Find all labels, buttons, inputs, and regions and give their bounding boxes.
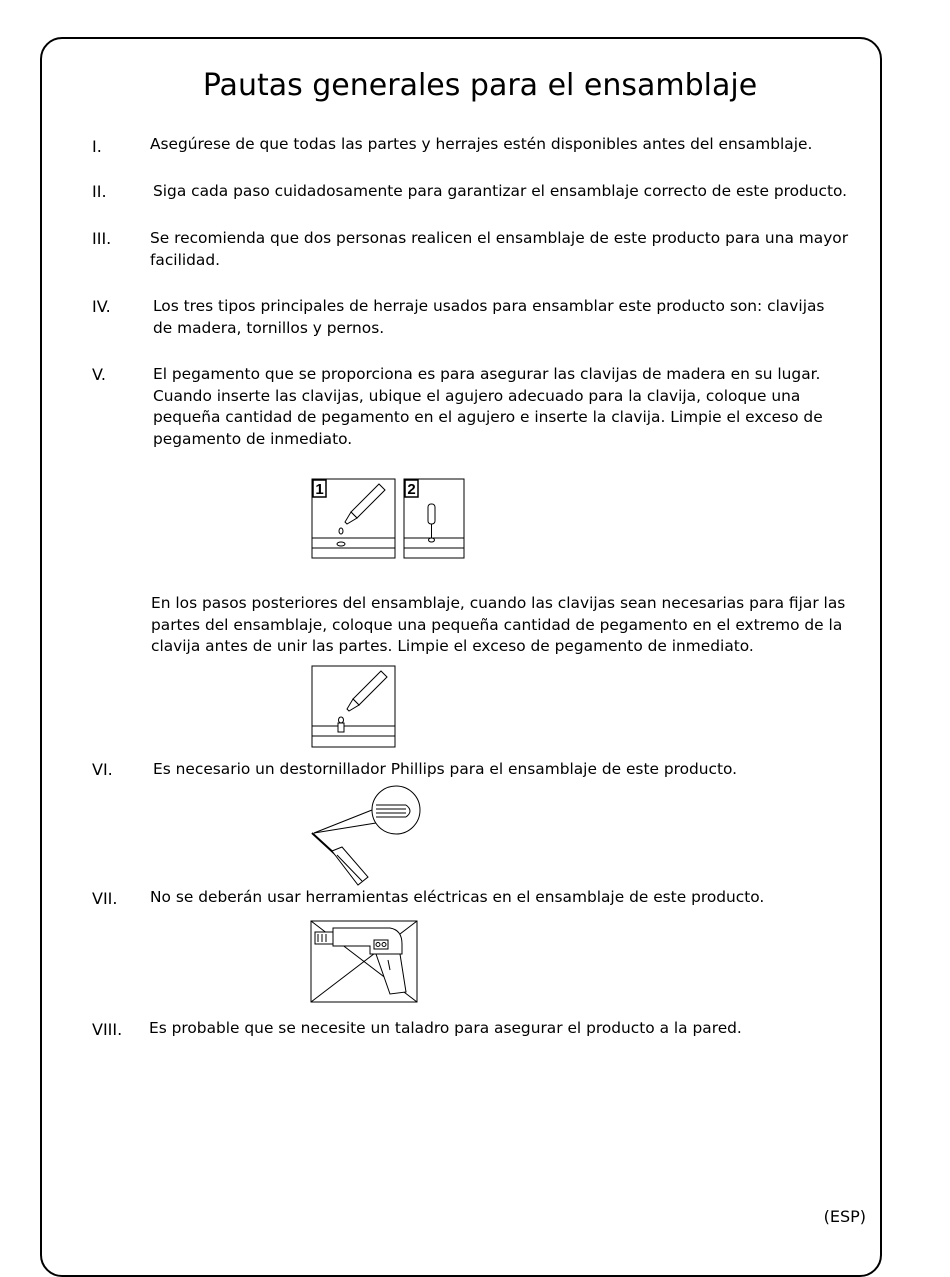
item-numeral: IV. <box>92 297 111 316</box>
screwdriver-figure <box>306 785 426 890</box>
phillips-screwdriver-icon <box>312 786 420 885</box>
item-text: No se deberán usar herramientas eléctricas en el ensamblaje de este producto. <box>150 888 765 906</box>
item-text: Asegúrese de que todas las partes y herrajes estén disponibles antes del ensamblaje. <box>150 135 813 153</box>
item-numeral: VI. <box>92 760 113 779</box>
item-numeral: VII. <box>92 889 118 908</box>
no-power-drill-icon <box>315 928 406 994</box>
wood-dowel-icon <box>428 504 435 538</box>
item-numeral: VIII. <box>92 1020 123 1039</box>
glue-note-text: En los pasos posteriores del ensamblaje, cuando las clavijas sean necesarias para fijar las partes del ensamblaje, coloque una pequeña cantidad de pegamento en el extremo de la clavija antes de unir las partes. Limpie el exceso de pegamento de inmediato. <box>151 594 846 655</box>
item-text: Es probable que se necesite un taladro para asegurar el producto a la pared. <box>149 1019 742 1037</box>
step-1-label: 1 <box>315 481 324 498</box>
item-text: Es necesario un destornillador Phillips para el ensamblaje de este producto. <box>153 760 738 778</box>
item-numeral: I. <box>92 137 102 156</box>
item-text: Se recomienda que dos personas realicen el ensamblaje de este producto para una mayor facilidad. <box>150 229 849 269</box>
item-numeral: III. <box>92 229 112 248</box>
no-power-tools-figure <box>310 920 420 1004</box>
page-title: Pautas generales para el ensamblaje <box>202 68 758 103</box>
glue-dowel-end-figure <box>311 665 397 749</box>
glue-bottle-icon <box>339 484 385 534</box>
wood-dowel-icon <box>338 717 344 732</box>
item-numeral: II. <box>92 182 107 201</box>
item-numeral: V. <box>92 365 106 384</box>
item-text: El pegamento que se proporciona es para asegurar las clavijas de madera en su lugar. Cuando inserte las clavijas, ubique el agujero adecuado para la clavija, coloque una pequeña cantidad de pegamento en el agujero e inserte la clavija. Limpie el exceso de pegamento de inmediato. <box>153 365 823 448</box>
language-code: (ESP) <box>823 1207 866 1226</box>
step-2-label: 2 <box>407 481 416 498</box>
glue-bottle-icon <box>347 671 387 711</box>
item-text: Siga cada paso cuidadosamente para garantizar el ensamblaje correcto de este producto. <box>153 182 848 200</box>
glue-steps-figure <box>311 478 466 560</box>
item-text: Los tres tipos principales de herraje usados para ensamblar este producto son: clavijas de madera, tornillos y pernos. <box>153 297 825 337</box>
